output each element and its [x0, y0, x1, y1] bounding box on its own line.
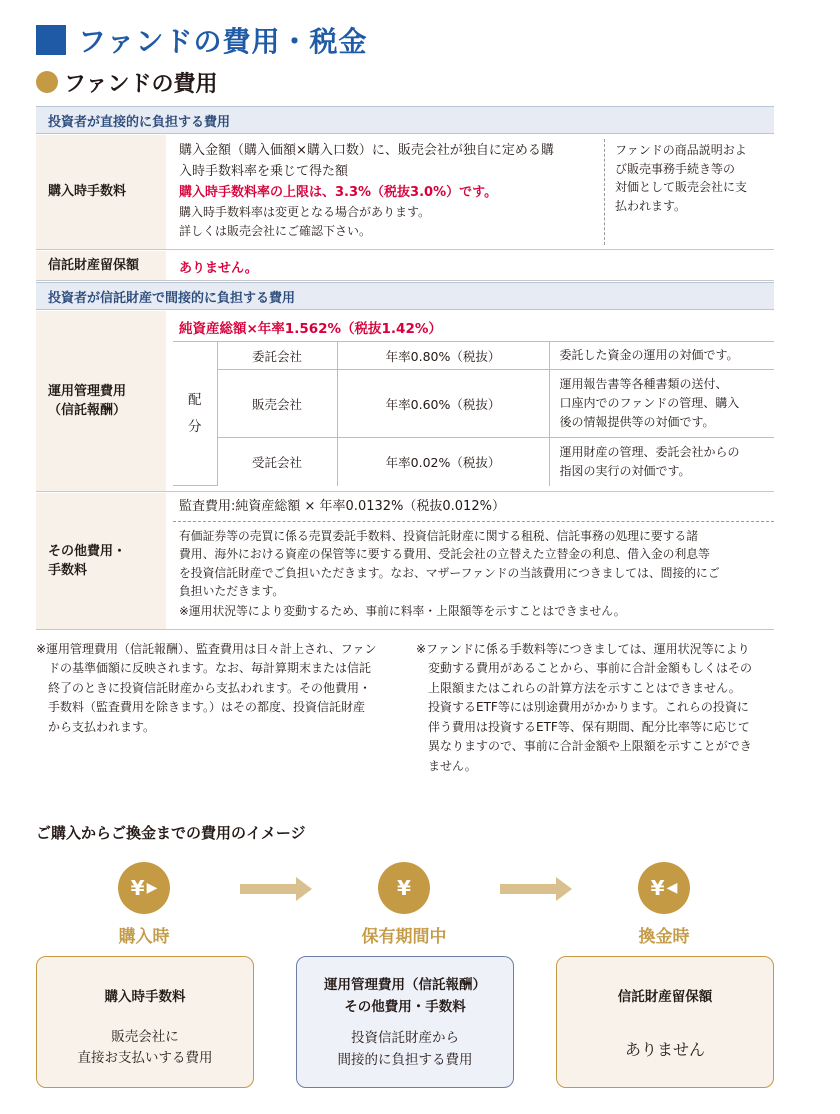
footnote-right [416, 640, 780, 776]
other-fees-line: 有価証券等の売買に係る売買委託手数料、投資信託財産に関する租税、信託事務の処理に要する諸 [179, 529, 699, 543]
management-fee-label-line-2: （信託報酬） [48, 403, 127, 418]
other-fees-line: 負担いただきます。 [179, 583, 285, 598]
holding-cost-box [296, 956, 514, 1088]
box-desc: 販売会社に [111, 1028, 179, 1045]
other-fees-label-line-1: その他費用・ [48, 543, 127, 559]
direct-cost-section-header: 投資者が直接的に負担する費用 [36, 106, 774, 134]
purchase-line-2: 入時手数料率を乗じて得た額 [179, 163, 349, 179]
purchase-cost-box [36, 956, 254, 1088]
circle-bullet-icon [36, 71, 58, 93]
allocation-label [173, 342, 217, 486]
allocation-description [549, 342, 774, 370]
allocation-desc-line: 委託した資金の運用の対価です。 [559, 347, 739, 362]
allocation-desc-line: 運用報告書等各種書類の送付、 [559, 376, 728, 391]
section-subtitle-text: ファンドの費用 [64, 71, 218, 97]
other-fees-label-line-2: 手数料 [48, 563, 88, 578]
purchase-fee-description [179, 141, 609, 241]
purchase-note-1: 購入時手数料率は変更となる場合があります。 [179, 205, 431, 220]
money-bag-icon [378, 862, 430, 914]
footnote-line: ※運用管理費用（信託報酬）、監査費用は日々計上され、ファン [36, 642, 377, 656]
footnote-line: 伴う費用は投資するETF等、保有期間、配分比率等に応じて [416, 719, 750, 734]
purchase-fee-label: 購入時手数料 [36, 135, 166, 249]
allocation-desc-line: 指図の実行の対価です。 [559, 463, 691, 478]
section-subtitle [36, 66, 218, 98]
dashed-divider [604, 139, 605, 245]
footnote-line: ません。 [416, 758, 477, 773]
management-fee-total: 純資産総額×年率1.562%（税抜1.42%） [179, 321, 442, 337]
table-row [173, 370, 774, 438]
purchase-fee-side-note [615, 141, 773, 215]
allocation-party: 販売会社 [217, 370, 337, 438]
allocation-description [549, 370, 774, 438]
footnote-line: 上限額またはこれらの計算方法を示すことはできません。 [416, 680, 741, 695]
box-desc: 間接的に負担する費用 [337, 1051, 473, 1068]
redemption-cost-box [556, 956, 774, 1088]
allocation-desc-line: 後の情報提供等の対価です。 [559, 415, 715, 430]
footnote-line: 終了のときに投資信託財産から支払われます。その他費用・ [36, 680, 372, 695]
allocation-rate: 年率0.80%（税抜） [337, 342, 549, 370]
footnote-line: 手数料（監査費用を除きます。）はその都度、投資信託財産 [36, 700, 366, 715]
box-title: 信託財産留保額 [617, 989, 713, 1005]
allocation-table [173, 341, 774, 486]
other-fees-line: 費用、海外における資産の保管等に要する費用、受託会社の立替えた立替金の利息、借入金の利息等 [179, 547, 710, 562]
table-row [173, 342, 774, 370]
allocation-description [549, 438, 774, 486]
footnote-line: ※ファンドに係る手数料等につきましては、運用状況等により [416, 642, 750, 656]
management-fee-row [36, 311, 774, 492]
yen-out-icon [638, 862, 690, 914]
allocation-label-char: 分 [188, 418, 202, 435]
stage-purchase: 購入時 [118, 927, 170, 947]
trust-reserve-label: 信託財産留保額 [36, 251, 166, 280]
purchase-line-1: 購入金額（購入価額×購入口数）に、販売会社が独自に定める購 [179, 143, 554, 158]
footnote-line: 異なりますので、事前に合計金額や上限額を示すことができ [416, 739, 752, 754]
other-fees-description [179, 527, 779, 620]
box-title: 購入時手数料 [104, 989, 186, 1005]
yen-symbol: ¥ [130, 876, 145, 900]
purchase-fee-row [36, 135, 774, 250]
footnote-line: から支払われます。 [36, 719, 156, 734]
management-fee-label [36, 311, 166, 491]
purchase-note-2: 詳しくは販売会社にご確認下さい。 [179, 223, 372, 238]
page-title [36, 20, 367, 60]
stage-holding: 保有期間中 [361, 927, 447, 947]
box-desc: 直接お支払いする費用 [77, 1050, 213, 1067]
other-fees-row [36, 493, 774, 630]
allocation-rate: 年率0.60%（税抜） [337, 370, 549, 438]
arrow-right-icon: ▶ [146, 880, 158, 896]
flow-arrow-icon [500, 884, 556, 894]
other-fees-label [36, 493, 166, 629]
arrow-left-icon: ◀ [666, 880, 678, 896]
management-fee-label-line-1: 運用管理費用 [48, 383, 127, 399]
allocation-party: 委託会社 [217, 342, 337, 370]
purchase-fee-cap: 購入時手数料率の上限は、3.3%（税抜3.0%）です。 [179, 184, 498, 200]
audit-fee: 監査費用:純資産総額 × 年率0.0132%（税抜0.012%） [179, 499, 505, 514]
box-desc: ありません [624, 1039, 705, 1059]
yen-in-icon [118, 862, 170, 914]
yen-symbol: ¥ [397, 876, 411, 900]
footnote-line: 投資するETF等には別途費用がかかります。これらの投資に [416, 700, 749, 715]
side-note-line: 払われます。 [615, 198, 687, 213]
flow-arrow-icon [240, 884, 296, 894]
yen-symbol: ¥ [650, 876, 665, 900]
dashed-divider [173, 521, 774, 522]
box-title: 運用管理費用（信託報酬） [324, 977, 486, 993]
allocation-desc-line: 運用財産の管理、委託会社からの [559, 444, 740, 459]
stage-redemption: 換金時 [638, 927, 690, 947]
footnote-line: ドの基準価額に反映されます。なお、毎計算期末または信託 [36, 661, 372, 676]
side-note-line: ファンドの商品説明およ [615, 143, 747, 157]
table-row [173, 438, 774, 486]
box-desc: 投資信託財産から [351, 1030, 459, 1047]
box-title: その他費用・手数料 [344, 998, 466, 1015]
allocation-desc-line: 口座内でのファンドの管理、購入 [559, 395, 740, 410]
title-square-icon [36, 25, 66, 55]
trust-reserve-row [36, 251, 774, 281]
allocation-label-char: 配 [188, 391, 202, 408]
footnote-left [36, 640, 400, 737]
footnote-line: 変動する費用があることから、事前に合計金額もしくはその [416, 661, 753, 676]
trust-reserve-value: ありません。 [179, 261, 258, 276]
page-title-text: ファンドの費用・税金 [78, 25, 368, 58]
cost-image-title: ご購入からご換金までの費用のイメージ [36, 824, 306, 842]
side-note-line: 対価として販売会社に支 [615, 180, 748, 195]
allocation-rate: 年率0.02%（税抜） [337, 438, 549, 486]
other-fees-line: を投資信託財産でご負担いただきます。なお、マザーファンドの当該費用につきましては、間接的にご [179, 565, 720, 580]
side-note-line: び販売事務手続き等の [615, 161, 736, 176]
indirect-cost-section-header: 投資者が信託財産で間接的に負担する費用 [36, 282, 774, 310]
other-fees-caution: ※運用状況等により変動するため、事前に料率・上限額等を示すことはできません。 [179, 604, 626, 619]
allocation-party: 受託会社 [217, 438, 337, 486]
